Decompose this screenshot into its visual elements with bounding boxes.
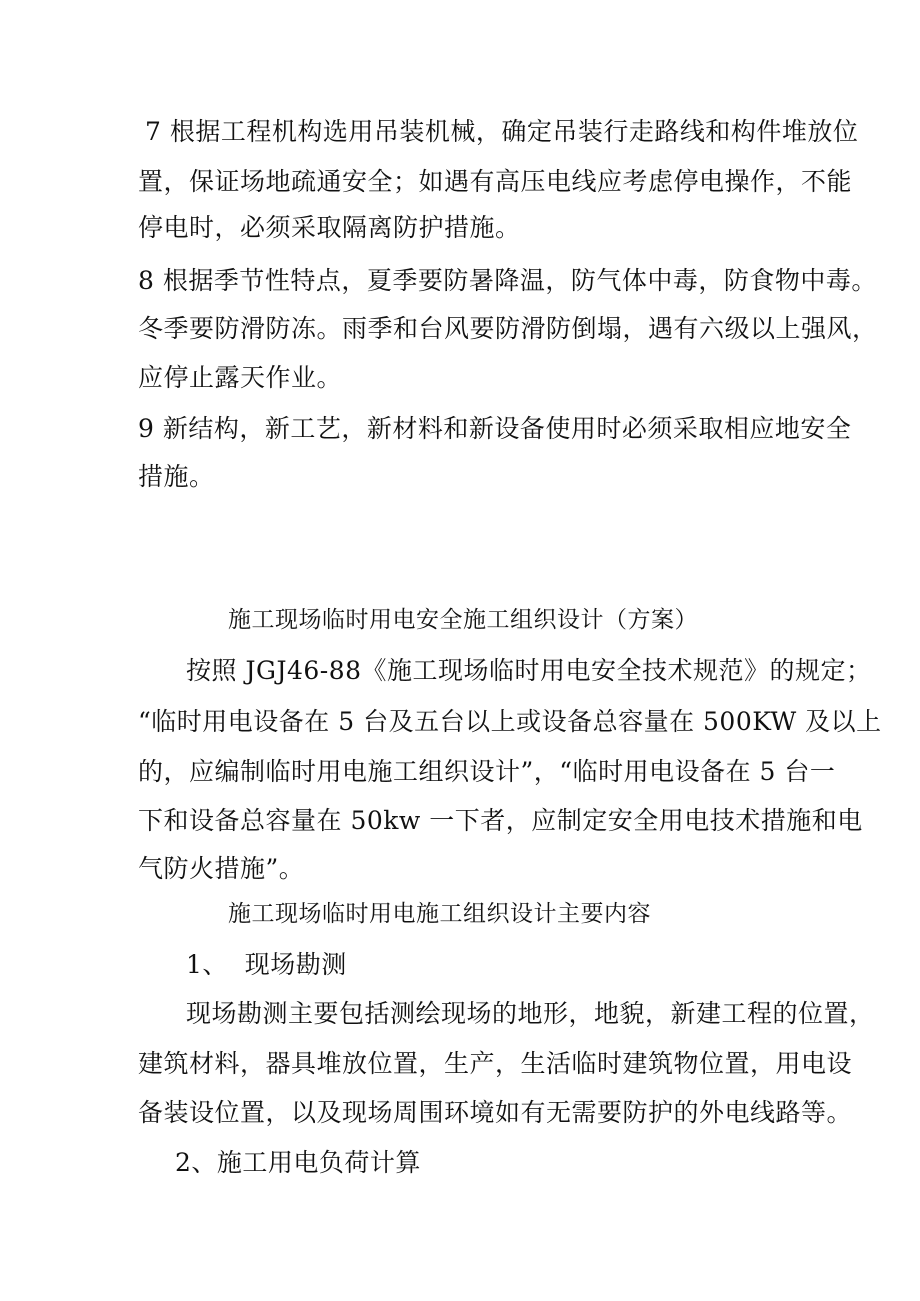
item-7-line-2: 置，保证场地疏通安全；如遇有高压电线应考虑停电操作，不能 (138, 167, 853, 196)
item-8-line-2: 冬季要防滑防冻。雨季和台风要防滑防倒塌，遇有六级以上强风， (138, 314, 878, 343)
section-title: 施工现场临时用电安全施工组织设计（方案） (228, 607, 698, 633)
item-7-line-3: 停电时，必须采取隔离防护措施。 (138, 213, 521, 242)
survey-line-1: 现场勘测主要包括测绘现场的地形，地貌，新建工程的位置， (186, 999, 875, 1028)
intro-line-3: 的，应编制临时用电施工组织设计”，“临时用电设备在 5 台一 (138, 757, 836, 786)
intro-line-1: 按照 JGJ46-88《施工现场临时用电安全技术规范》的规定； (186, 656, 872, 685)
item-9-line-1: 9 新结构，新工艺，新材料和新设备使用时必须采取相应地安全 (138, 414, 852, 443)
item-8-line-3: 应停止露天作业。 (138, 363, 343, 392)
survey-line-3: 备装设位置，以及现场周围环境如有无需要防护的外电线路等。 (138, 1098, 853, 1127)
survey-line-2: 建筑材料，器具堆放位置，生产，生活临时建筑物位置，用电设 (138, 1049, 853, 1078)
item-8-line-1: 8 根据季节性特点，夏季要防暑降温，防气体中毒，防食物中毒。 (138, 266, 877, 295)
item-9-line-2: 措施。 (138, 462, 215, 491)
intro-line-5: 气防火措施”。 (138, 854, 305, 883)
contents-title: 施工现场临时用电施工组织设计主要内容 (228, 901, 651, 927)
heading-survey: 1、 现场勘测 (186, 950, 347, 979)
heading-load-calculation: 2、施工用电负荷计算 (175, 1148, 421, 1177)
intro-line-2: “临时用电设备在 5 台及五台以上或设备总容量在 500KW 及以上 (138, 707, 882, 736)
item-7-line-1: 7 根据工程机构选用吊装机械，确定吊装行走路线和构件堆放位 (145, 117, 859, 146)
intro-line-4: 下和设备总容量在 50kw 一下者，应制定安全用电技术措施和电 (138, 806, 863, 835)
